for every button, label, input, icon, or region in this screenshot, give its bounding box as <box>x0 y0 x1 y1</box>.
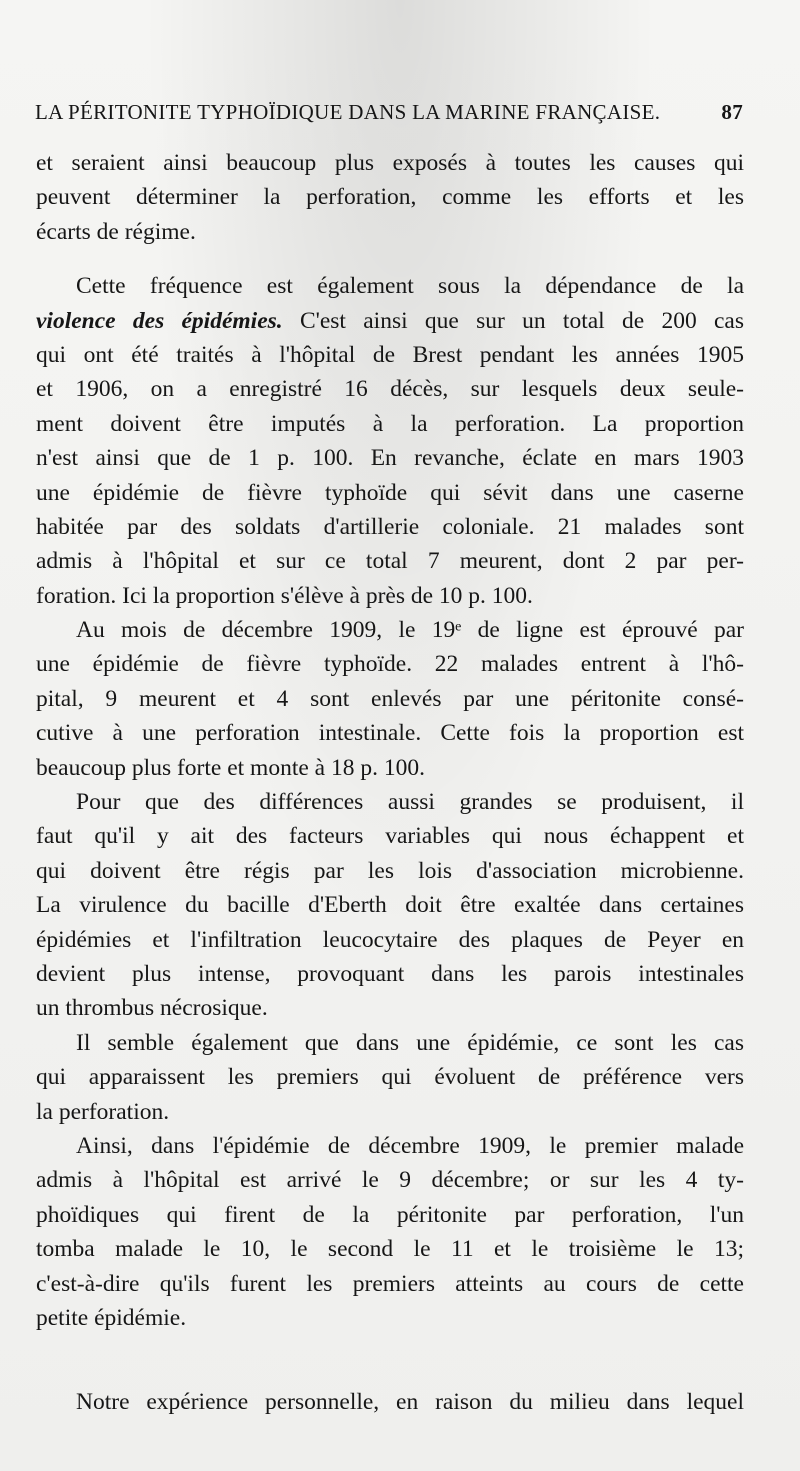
text-line: beaucoup plus forte et monte à 18 p. 100. <box>36 754 425 781</box>
text-line: Cette fréquence est également sous la dépendance de la <box>76 273 744 300</box>
paragraph <box>36 1129 744 1335</box>
text-line: qui doivent être régis par les lois d'association microbienne. <box>36 857 744 884</box>
text-line: pital, 9 meurent et 4 sont enlevés par une péritonite consé- <box>36 685 744 712</box>
paragraph <box>36 146 744 249</box>
text-line: La virulence du bacille d'Eberth doit être exaltée dans certaines <box>36 892 744 919</box>
text-line: Au mois de décembre 1909, le 19ᵉ de ligne est éprouvé par <box>76 617 744 644</box>
italic-phrase: violence des épidémies. <box>36 307 283 334</box>
paragraph <box>36 1385 744 1419</box>
text-line: n'est ainsi que de 1 p. 100. En revanche, éclate en mars 1903 <box>36 445 744 472</box>
text-line: Ainsi, dans l'épidémie de décembre 1909, le premier malade <box>76 1132 744 1159</box>
text-line: petite épidémie. <box>36 1304 187 1331</box>
text-line: la perforation. <box>36 1098 170 1125</box>
text-fragment: C'est ainsi que sur un total de 200 cas <box>282 307 744 334</box>
running-header <box>35 100 743 134</box>
running-title: LA PÉRITONITE TYPHOÏDIQUE DANS LA MARINE FRANÇAISE. <box>35 100 661 124</box>
text-line: tomba malade le 10, le second le 11 et le troisième le 13; <box>36 1236 744 1263</box>
paragraph-gap <box>36 1335 744 1385</box>
text-line: admis à l'hôpital et sur ce total 7 meurent, dont 2 par per- <box>36 548 744 575</box>
text-line: et 1906, on a enregistré 16 décès, sur lesquels deux seule- <box>36 376 744 403</box>
text-line: et seraient ainsi beaucoup plus exposés à toutes les causes qui <box>36 150 744 176</box>
text-line: ment doivent être imputés à la perforation. La proportion <box>36 410 744 437</box>
text-line: Il semble également que dans une épidémie, ce sont les cas <box>76 1029 744 1056</box>
text-line: un thrombus nécrosique. <box>36 995 268 1022</box>
text-line: épidémies et l'infiltration leucocytaire des plaques de Peyer en <box>36 926 744 953</box>
body-text <box>36 146 744 1420</box>
text-line: phoïdiques qui firent de la péritonite par perforation, l'un <box>36 1201 744 1228</box>
text-line: faut qu'il y ait des facteurs variables qui nous échappent et <box>36 823 744 850</box>
text-line: Notre expérience personnelle, en raison du milieu dans lequel <box>76 1389 744 1416</box>
text-line <box>36 304 744 338</box>
paragraph <box>36 613 744 785</box>
text-line: c'est-à-dire qu'ils furent les premiers atteints au cours de cette <box>36 1270 744 1297</box>
paragraph-gap <box>36 249 744 269</box>
text-line: devient plus intense, provoquant dans les parois intestinales <box>36 960 744 987</box>
text-line: écarts de régime. <box>36 218 196 245</box>
text-line: une épidémie de fièvre typhoïde. 22 malades entrent à l'hô- <box>36 651 744 678</box>
text-line: une épidémie de fièvre typhoïde qui sévit dans une caserne <box>36 479 744 506</box>
text-line: foration. Ici la proportion s'élève à près de 10 p. 100. <box>36 582 533 609</box>
text-line: habitée par des soldats d'artillerie coloniale. 21 malades sont <box>36 513 744 540</box>
text-line: peuvent déterminer la perforation, comme les efforts et les <box>36 184 744 211</box>
page-number: 87 <box>721 100 743 124</box>
text-line: cutive à une perforation intestinale. Cette fois la proportion est <box>36 720 744 747</box>
paragraph <box>36 269 744 613</box>
text-line: Pour que des différences aussi grandes se produisent, il <box>76 789 744 816</box>
paragraph <box>36 1026 744 1129</box>
text-line: qui apparaissent les premiers qui évoluent de préférence vers <box>36 1064 744 1091</box>
text-line: qui ont été traités à l'hôpital de Brest pendant les années 1905 <box>36 341 744 368</box>
paragraph <box>36 785 744 1026</box>
text-line: admis à l'hôpital est arrivé le 9 décembre; or sur les 4 ty- <box>36 1167 744 1194</box>
